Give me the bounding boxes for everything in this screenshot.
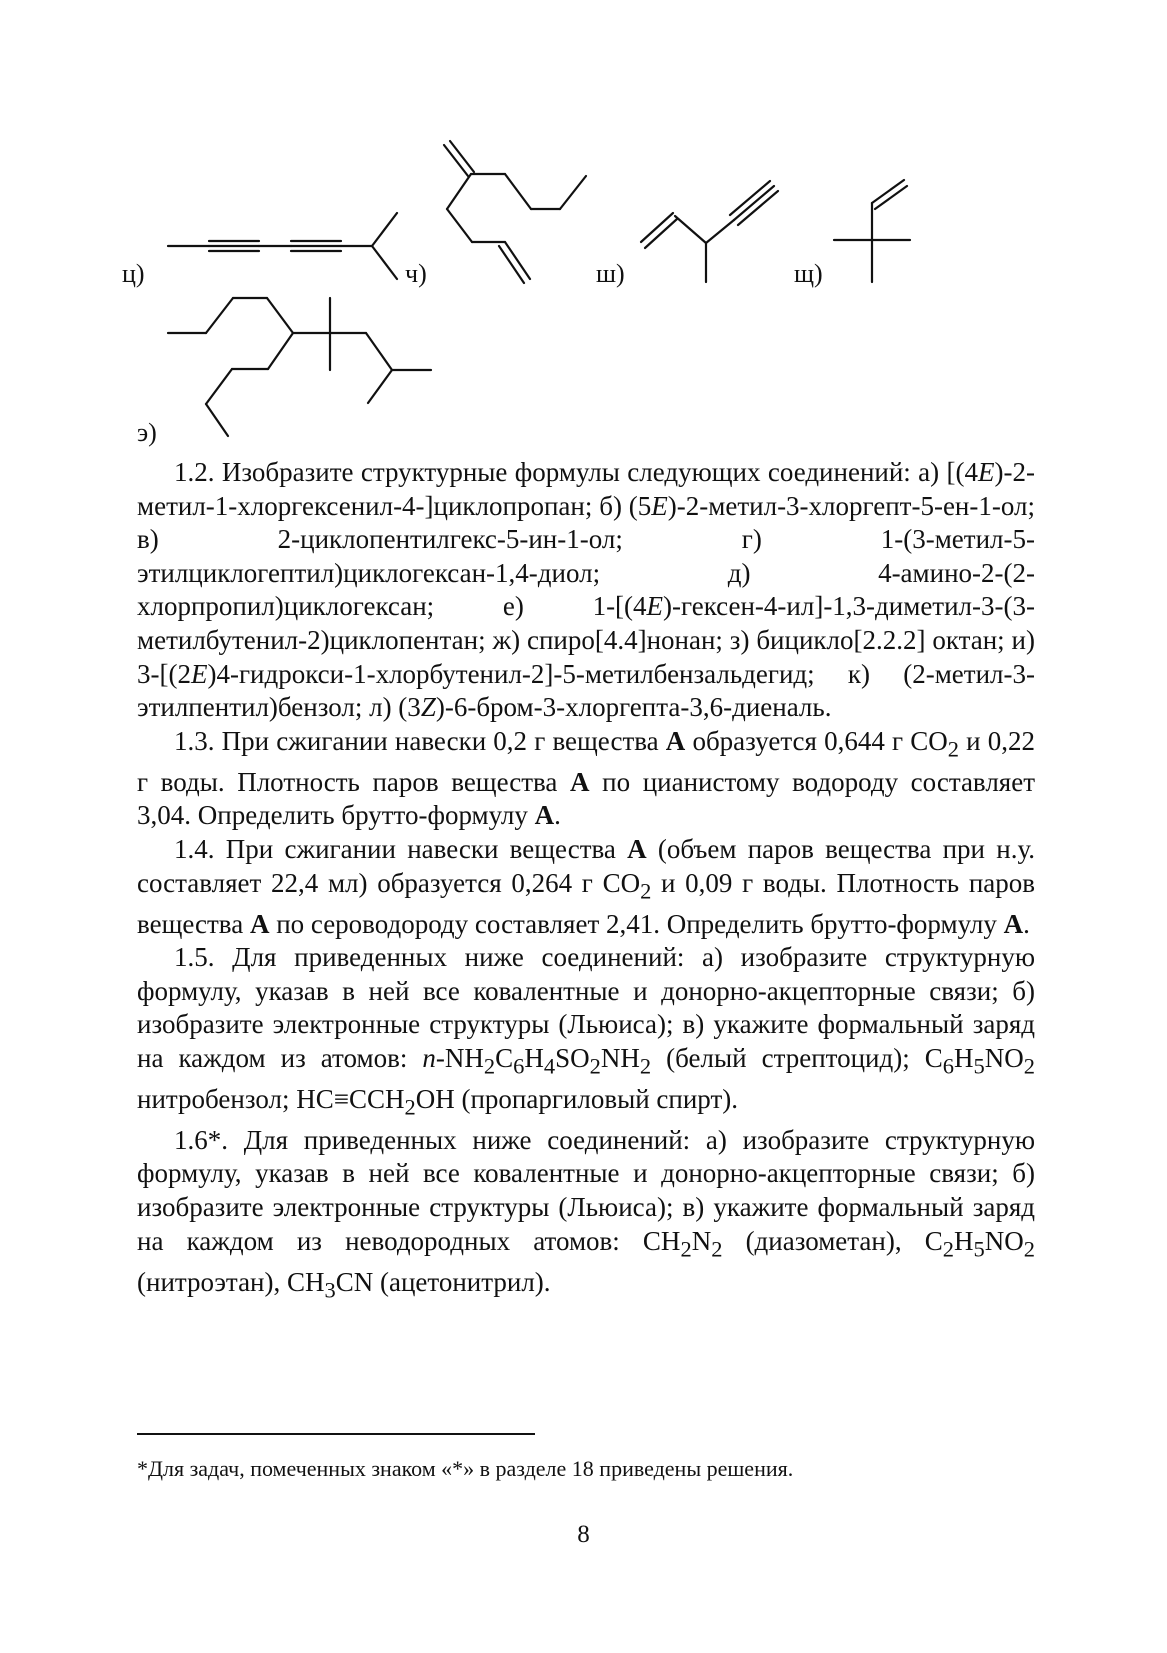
- structure-shch-quaternary-alkene: [834, 180, 910, 282]
- problem-1-6: [137, 1124, 1035, 1307]
- structure-e-branched-alkane: [168, 298, 431, 436]
- problem-text: )4-гидрокси-1-хлорбутенил-2]-5-метилбензальдегид; к) (2-метил-3-этилпентил)бензол; л) (3: [137, 658, 1035, 723]
- footnote-rule: [137, 1433, 535, 1435]
- problem-text: Для приведенных ниже соединений: а) изобразите структурную формулу, указав в ней все ковалентные и донорно-акцепторные связи; б) изобразите электронные структуры (Льюиса); в) укажите формальный заряд на каждом из атомов:: [137, 942, 1035, 1073]
- problem-text: образуется 0,644 г CO: [685, 725, 948, 756]
- subscript: 6: [513, 1053, 525, 1079]
- subscript: 6: [942, 1053, 955, 1079]
- problem-1-5: [137, 941, 1035, 1124]
- subscript: 5: [973, 1053, 985, 1079]
- problem-number: 1.3.: [174, 725, 215, 756]
- subscript: 2: [589, 1053, 601, 1079]
- problem-number: 1.4.: [174, 833, 215, 864]
- formula-part: NO: [984, 1042, 1024, 1073]
- subscript: 5: [973, 1236, 985, 1262]
- formula-part: NO: [984, 1225, 1024, 1256]
- substance-label: А: [665, 725, 686, 756]
- subscript: 2: [639, 1053, 652, 1079]
- problem-text: При сжигании навески 0,2 г вещества: [214, 725, 666, 756]
- page-number: 8: [577, 1521, 590, 1548]
- subscript: 2: [711, 1236, 723, 1262]
- formula-part: H: [954, 1042, 974, 1073]
- stereo-descriptor: E: [190, 658, 208, 689]
- substance-label: А: [534, 800, 555, 831]
- label-c: ц): [122, 259, 145, 288]
- structure-ch-diene: [444, 141, 586, 283]
- subscript: 2: [640, 877, 652, 903]
- problem-text: (диазометан), C: [722, 1225, 943, 1256]
- problems-body: [137, 456, 1035, 1307]
- problem-text: (белый стрептоцид); C: [651, 1042, 943, 1073]
- subscript: 2: [1023, 1053, 1036, 1079]
- problem-text: )-2-метил-1-хлоргексенил-4-]циклопропан; б) (5: [137, 457, 1035, 521]
- problem-number: 1.2.: [174, 457, 215, 487]
- footnote: *Для задач, помеченных знаком «*» в разделе 18 приведены решения.: [137, 1456, 794, 1481]
- problem-text: по цианистому водороду составляет 3,04. Определить брутто-формулу: [137, 766, 1035, 831]
- substance-label: А: [249, 908, 270, 939]
- stereo-descriptor: E: [646, 591, 664, 622]
- problem-text: .: [1023, 908, 1030, 939]
- problem-text: и 0,09 г воды. Плотность паров вещества: [137, 867, 1035, 939]
- substance-label: А: [1003, 908, 1024, 939]
- problem-number: 1.5.: [174, 942, 215, 973]
- subscript: 4: [543, 1053, 556, 1079]
- problem-text: (объем паров вещества при н.у. составляет 22,4 мл) образуется 0,264 г CO: [137, 833, 1035, 898]
- problem-text: CN (ацетонитрил).: [335, 1266, 551, 1297]
- problem-text: (нитроэтан), CH: [137, 1266, 325, 1297]
- stereo-descriptor: E: [651, 490, 668, 521]
- label-e: э): [137, 418, 157, 447]
- problem-text: Для приведенных ниже соединений: а) изобразите структурную формулу, указав в ней все ковалентные и донорно-акцепторные связи; б) изобразите электронные структуры (Льюиса); в) укажите формальный заряд на каждом из неводородных атомов: CH: [137, 1124, 1035, 1256]
- structural-formulas: [0, 0, 1167, 440]
- problem-text: нитробензол; HC≡CCH: [137, 1083, 405, 1114]
- subscript: 2: [483, 1053, 496, 1079]
- para-prefix: n: [422, 1042, 436, 1073]
- subscript: 2: [404, 1094, 416, 1120]
- formula-part: H: [954, 1225, 974, 1256]
- subscript: 2: [947, 736, 959, 762]
- problem-text: )-6-бром-3-хлоргепта-3,6-диеналь.: [435, 692, 832, 723]
- stereo-descriptor: E: [978, 457, 995, 487]
- problem-text: по сероводороду составляет 2,41. Определить брутто-формулу: [269, 908, 1004, 939]
- label-ch: ч): [405, 259, 427, 288]
- formula-part: SO: [555, 1042, 590, 1073]
- formula-part: -NH: [435, 1042, 484, 1073]
- problem-1-4: [137, 833, 1035, 941]
- label-sh: ш): [596, 259, 625, 288]
- structure-c-diyne: [168, 213, 397, 279]
- subscript: 2: [942, 1236, 954, 1262]
- problem-1-3: [137, 725, 1035, 833]
- problem-text: Изобразите структурные формулы следующих соединений: а) [(4: [214, 457, 979, 487]
- subscript: 2: [1023, 1236, 1035, 1262]
- problem-text: .: [554, 800, 561, 831]
- structure-sh-enyne: [641, 181, 778, 282]
- substance-label: А: [570, 766, 590, 797]
- problem-text: )-2-метил-3-хлоргепт-5-ен-1-ол; в) 2-циклопентилгекс-5-ин-1-ол; г) 1-(3-метил-5-этилциклогептил)циклогексан-1,4-диол; д) 4-амино-2-(2-хлорпропил)циклогексан; е) 1-[(4: [137, 490, 1035, 622]
- formula-part: C: [495, 1042, 514, 1073]
- formula-part: NH: [600, 1042, 640, 1073]
- label-shch: щ): [794, 259, 823, 288]
- subscript: 3: [324, 1277, 336, 1302]
- problem-text: При сжигании навески вещества: [214, 833, 628, 864]
- problem-text: )-гексен-4-ил]-1,3-диметил-3-(3-метилбутенил-2)циклопентан; ж) спиро[4.4]нонан; з) бицикло[2.2.2] октан; и) 3-[(2: [137, 591, 1035, 689]
- subscript: 2: [680, 1236, 692, 1262]
- formula-part: H: [524, 1042, 544, 1073]
- problem-1-2: [137, 456, 1035, 725]
- substance-label: А: [627, 833, 647, 864]
- problem-text: OH (пропаргиловый спирт).: [415, 1083, 738, 1114]
- problem-number: 1.6*.: [174, 1124, 228, 1155]
- stereo-descriptor: Z: [420, 692, 436, 723]
- problem-text: и 0,22 г воды. Плотность паров вещества: [137, 725, 1035, 797]
- formula-part: N: [691, 1225, 712, 1256]
